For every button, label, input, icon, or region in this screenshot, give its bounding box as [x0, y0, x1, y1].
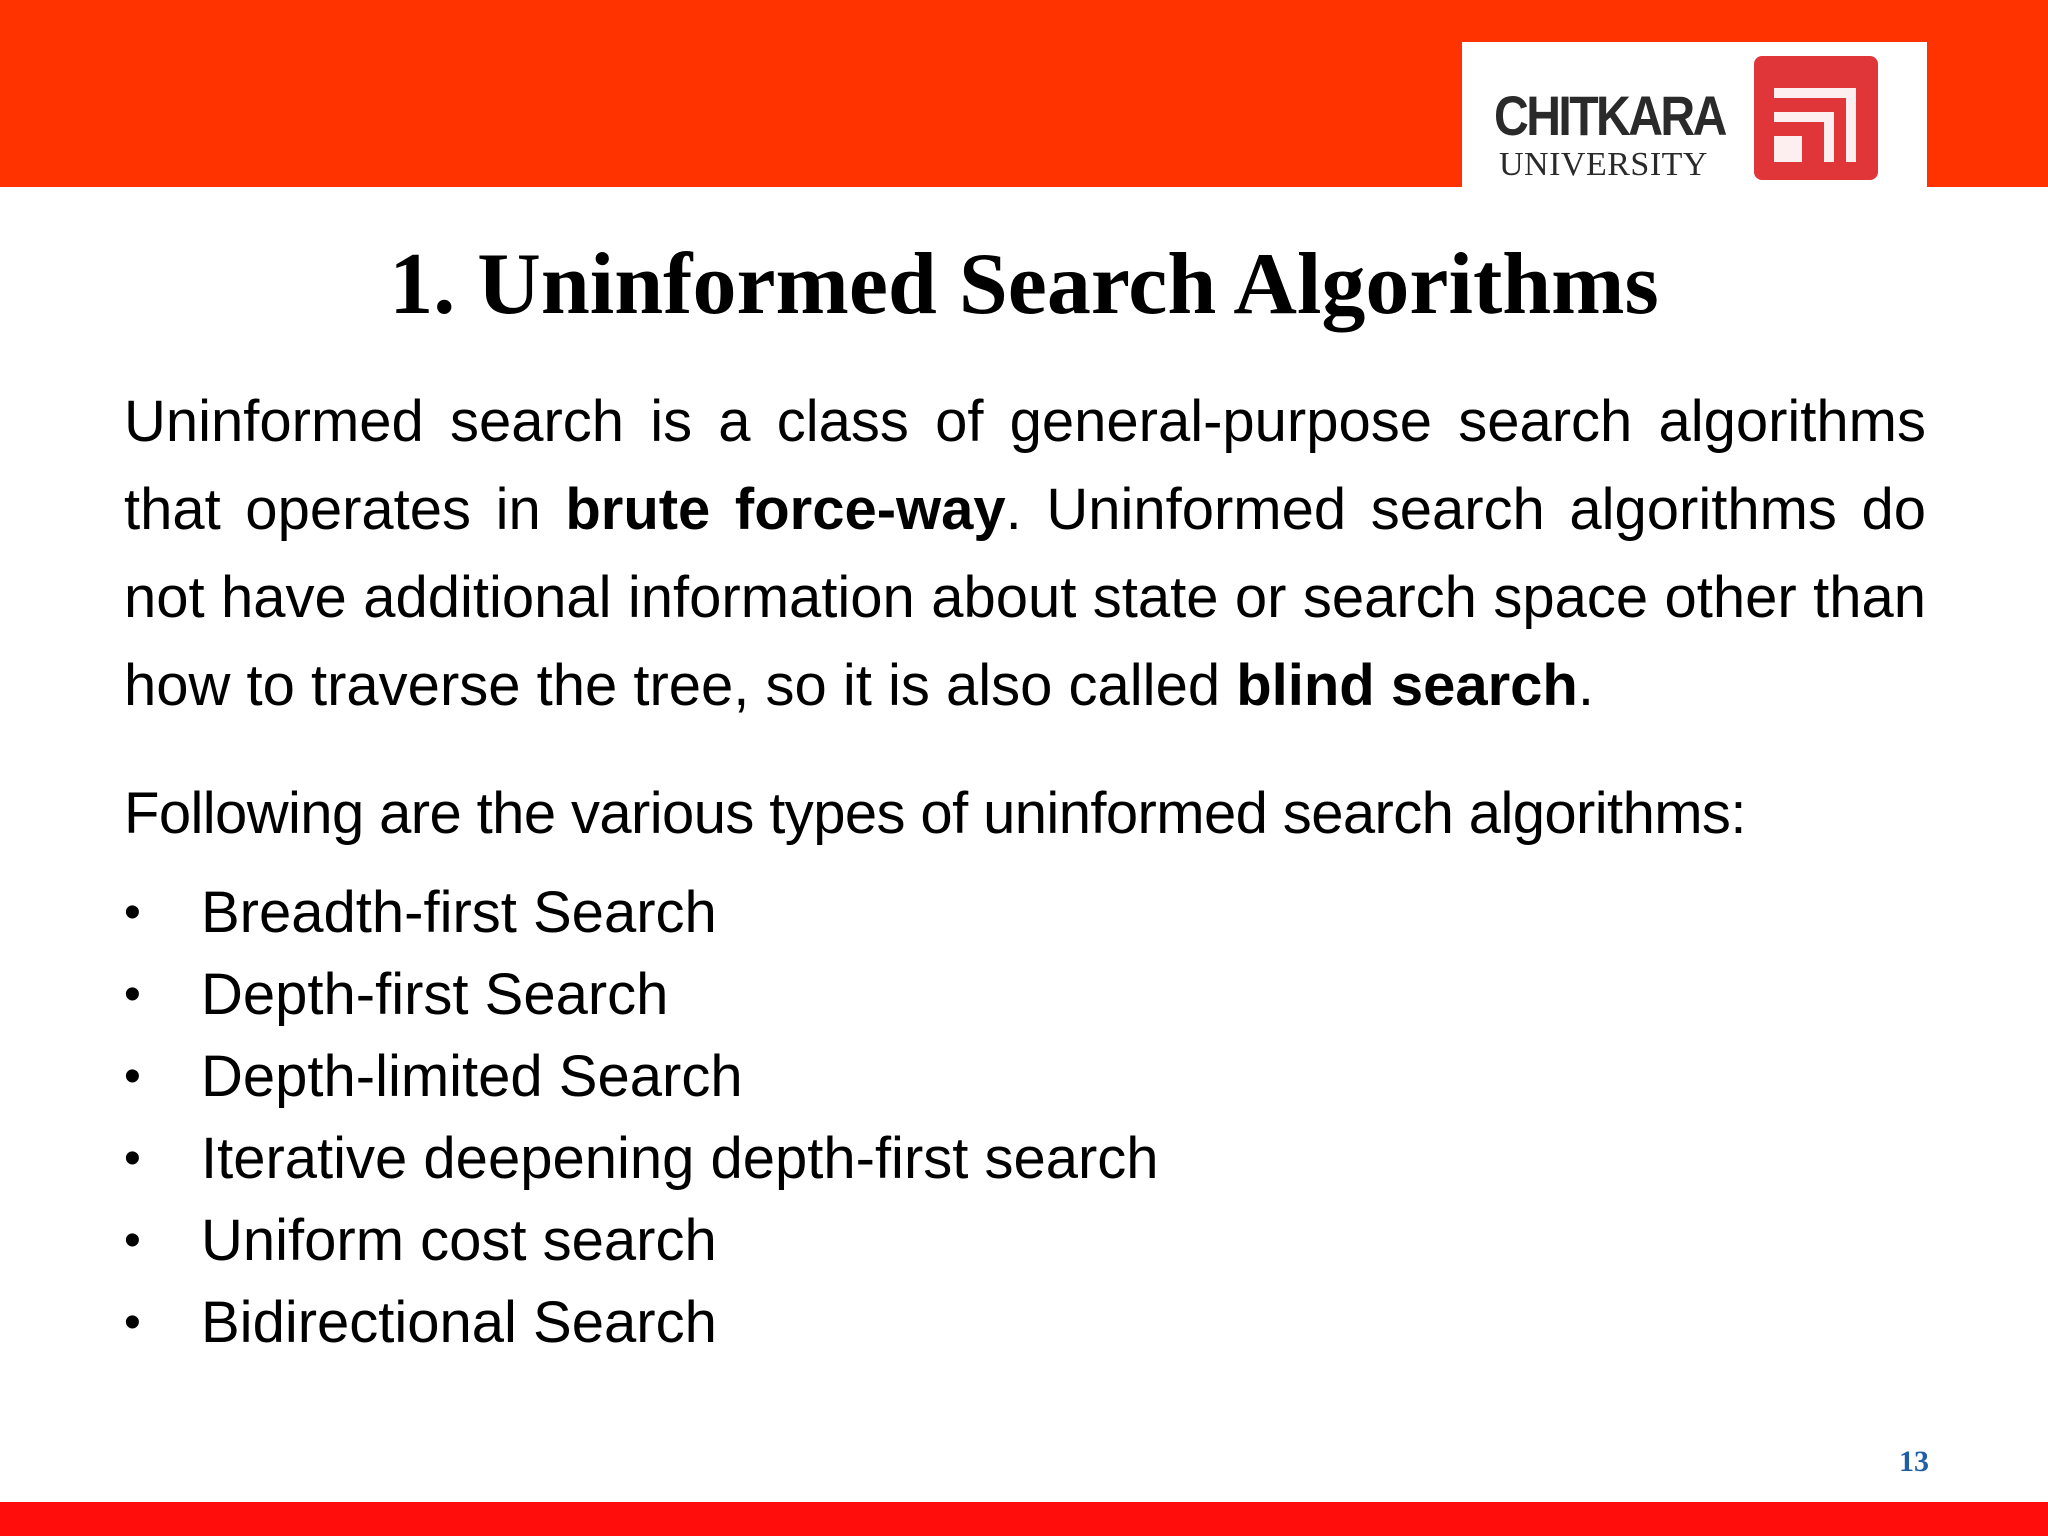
list-item-label: Depth-first Search — [201, 962, 669, 1027]
university-logo — [1462, 42, 1927, 187]
bullet: • — [124, 968, 141, 1021]
bullet: • — [124, 1132, 141, 1185]
intro-bold-blind-search: blind search — [1236, 653, 1578, 718]
list-item-label: Iterative deepening depth-first search — [201, 1126, 1159, 1191]
list-item — [124, 872, 1926, 954]
list-item — [124, 1036, 1926, 1118]
page-number: 13 — [1899, 1445, 1929, 1478]
list-item-label: Uniform cost search — [201, 1208, 717, 1273]
intro-text-1: Uninformed search is a class of general-purpose search algorithms that operates in — [124, 389, 1926, 542]
bullet: • — [124, 1296, 141, 1349]
bullet: • — [124, 886, 141, 939]
list-item — [124, 1118, 1926, 1200]
bullet: • — [124, 1214, 141, 1267]
logo-subtitle: UNIVERSITY — [1499, 146, 1708, 183]
list-item-label: Depth-limited Search — [201, 1044, 743, 1109]
footer-bar — [0, 1502, 2048, 1536]
list-intro: Following are the various types of uninformed search algorithms: — [124, 781, 1746, 846]
list-item — [124, 954, 1926, 1036]
intro-text-3: . — [1577, 653, 1594, 718]
logo-wordmark: CHITKARA — [1494, 84, 1725, 147]
intro-bold-brute-force: brute force-way — [565, 477, 1006, 542]
list-item-label: Bidirectional Search — [201, 1290, 717, 1355]
list-item-label: Breadth-first Search — [201, 880, 717, 945]
list-item — [124, 1200, 1926, 1282]
intro-paragraph — [124, 378, 1926, 730]
slide-content — [124, 378, 1926, 1364]
slide-title: 1. Uninformed Search Algorithms — [389, 236, 1659, 333]
algorithm-list — [124, 872, 1926, 1364]
list-item — [124, 1282, 1926, 1364]
bullet: • — [124, 1050, 141, 1103]
intro-text-2: . Uninformed search algorithms do not have additional information about state or search space other than how to traverse the tree, so it is also called — [124, 477, 1926, 718]
chitkara-logo-mark-icon — [1752, 54, 1880, 182]
